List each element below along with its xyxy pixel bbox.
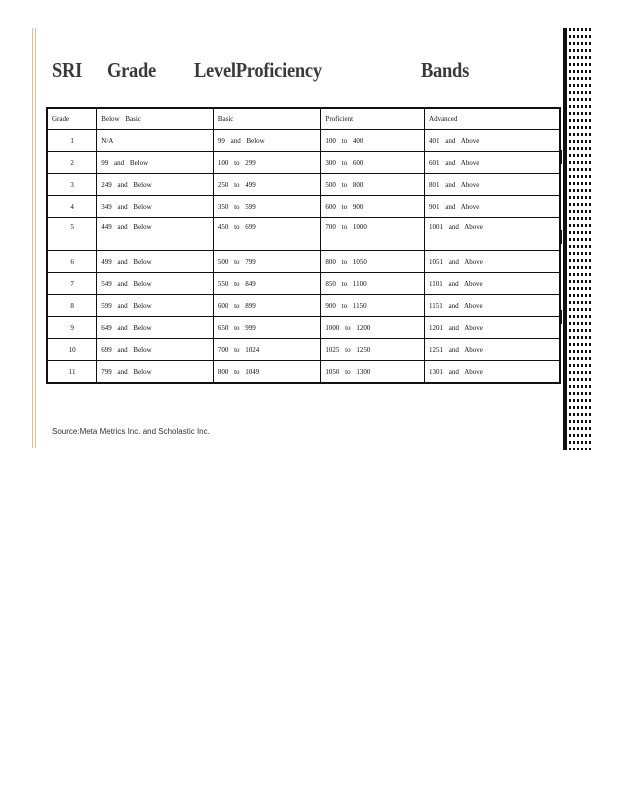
title-part: LevelProficiency bbox=[194, 58, 322, 82]
proficiency-bands-table bbox=[46, 107, 561, 384]
basic-cell: 600 to 899 bbox=[213, 295, 321, 317]
proficient-cell: 800 to 1050 bbox=[321, 251, 425, 273]
source-note: Source:Meta Metrics Inc. and Scholastic Inc. bbox=[52, 427, 210, 436]
grade-cell: 7 bbox=[47, 273, 97, 295]
table-row bbox=[47, 218, 560, 251]
table-row bbox=[47, 361, 560, 384]
grade-cell: 6 bbox=[47, 251, 97, 273]
grade-cell: 1 bbox=[47, 130, 97, 152]
basic-cell: 700 to 1024 bbox=[213, 339, 321, 361]
proficient-cell: 600 to 900 bbox=[321, 196, 425, 218]
grade-cell: 9 bbox=[47, 317, 97, 339]
basic-cell: 550 to 849 bbox=[213, 273, 321, 295]
basic-cell: 350 to 599 bbox=[213, 196, 321, 218]
proficient-cell: 700 to 1000 bbox=[321, 218, 425, 251]
table-row bbox=[47, 273, 560, 295]
grade-cell: 3 bbox=[47, 174, 97, 196]
advanced-cell: 1201 and Above bbox=[425, 317, 560, 339]
advanced-cell: 1001 and Above bbox=[425, 218, 560, 251]
basic-cell: 99 and Below bbox=[213, 130, 321, 152]
column-header: Grade bbox=[47, 108, 97, 130]
basic-cell: 500 to 799 bbox=[213, 251, 321, 273]
below-basic-cell: N/A bbox=[97, 130, 214, 152]
table-row bbox=[47, 317, 560, 339]
advanced-cell: 1051 and Above bbox=[425, 251, 560, 273]
table-row bbox=[47, 339, 560, 361]
grade-cell: 10 bbox=[47, 339, 97, 361]
table-header-row bbox=[47, 108, 560, 130]
advanced-cell: 1101 and Above bbox=[425, 273, 560, 295]
below-basic-cell: 649 and Below bbox=[97, 317, 214, 339]
advanced-cell: 901 and Above bbox=[425, 196, 560, 218]
proficient-cell: 500 to 800 bbox=[321, 174, 425, 196]
grade-cell: 5 bbox=[47, 218, 97, 251]
title-part: Grade bbox=[107, 58, 156, 82]
table-row bbox=[47, 196, 560, 218]
below-basic-cell: 449 and Below bbox=[97, 218, 214, 251]
table-row bbox=[47, 295, 560, 317]
proficient-cell: 1050 to 1300 bbox=[321, 361, 425, 384]
column-header: Proficient bbox=[321, 108, 425, 130]
advanced-cell: 601 and Above bbox=[425, 152, 560, 174]
column-header: Advanced bbox=[425, 108, 560, 130]
below-basic-cell: 499 and Below bbox=[97, 251, 214, 273]
basic-cell: 450 to 699 bbox=[213, 218, 321, 251]
page-title bbox=[52, 58, 512, 90]
table-row bbox=[47, 130, 560, 152]
proficient-cell: 900 to 1150 bbox=[321, 295, 425, 317]
advanced-cell: 1301 and Above bbox=[425, 361, 560, 384]
decorative-edge-bar bbox=[563, 28, 567, 450]
advanced-cell: 401 and Above bbox=[425, 130, 560, 152]
grade-cell: 8 bbox=[47, 295, 97, 317]
below-basic-cell: 549 and Below bbox=[97, 273, 214, 295]
basic-cell: 100 to 299 bbox=[213, 152, 321, 174]
advanced-cell: 1151 and Above bbox=[425, 295, 560, 317]
basic-cell: 250 to 499 bbox=[213, 174, 321, 196]
proficient-cell: 300 to 600 bbox=[321, 152, 425, 174]
below-basic-cell: 349 and Below bbox=[97, 196, 214, 218]
grade-cell: 4 bbox=[47, 196, 97, 218]
column-header: Below Basic bbox=[97, 108, 214, 130]
title-part: Bands bbox=[421, 58, 470, 82]
below-basic-cell: 99 and Below bbox=[97, 152, 214, 174]
grade-cell: 2 bbox=[47, 152, 97, 174]
proficient-cell: 100 to 400 bbox=[321, 130, 425, 152]
title-part: SRI bbox=[52, 58, 83, 82]
grade-cell: 11 bbox=[47, 361, 97, 384]
decorative-edge-ticks bbox=[560, 150, 562, 380]
basic-cell: 800 to 1049 bbox=[213, 361, 321, 384]
advanced-cell: 1251 and Above bbox=[425, 339, 560, 361]
proficient-cell: 850 to 1100 bbox=[321, 273, 425, 295]
proficient-cell: 1000 to 1200 bbox=[321, 317, 425, 339]
below-basic-cell: 699 and Below bbox=[97, 339, 214, 361]
table-row bbox=[47, 174, 560, 196]
page-margin-line bbox=[35, 28, 36, 448]
below-basic-cell: 249 and Below bbox=[97, 174, 214, 196]
below-basic-cell: 599 and Below bbox=[97, 295, 214, 317]
basic-cell: 650 to 999 bbox=[213, 317, 321, 339]
decorative-edge-pattern bbox=[569, 28, 593, 450]
table-row bbox=[47, 251, 560, 273]
advanced-cell: 801 and Above bbox=[425, 174, 560, 196]
proficient-cell: 1025 to 1250 bbox=[321, 339, 425, 361]
column-header: Basic bbox=[213, 108, 321, 130]
below-basic-cell: 799 and Below bbox=[97, 361, 214, 384]
page-margin-line bbox=[32, 28, 33, 448]
table-row bbox=[47, 152, 560, 174]
